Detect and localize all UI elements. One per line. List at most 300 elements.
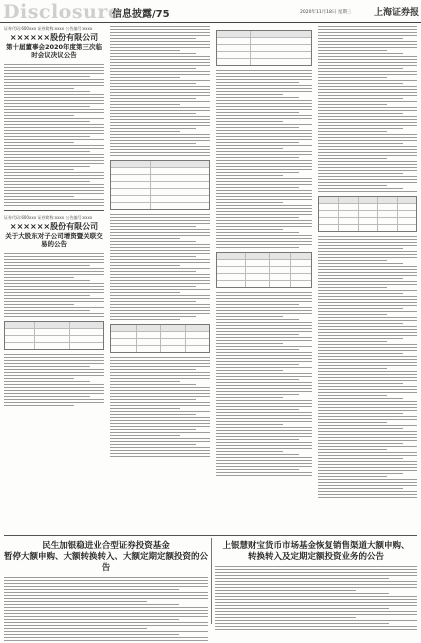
- text-line: [318, 35, 417, 36]
- text-line: [216, 139, 312, 140]
- text-line: [318, 56, 417, 57]
- text-line: [318, 380, 417, 381]
- text-line: [216, 406, 312, 407]
- text-line: [216, 292, 312, 293]
- text-line: [318, 317, 417, 318]
- text-line: [318, 482, 417, 483]
- body-text-block: [216, 70, 312, 248]
- text-line: [110, 265, 180, 266]
- column-3: [216, 26, 312, 478]
- text-line: [318, 398, 403, 399]
- data-table: [318, 196, 417, 232]
- text-line: [318, 455, 417, 456]
- text-line: [216, 385, 312, 386]
- body-text-block: [215, 566, 417, 630]
- text-line: [216, 190, 312, 191]
- text-line: [110, 149, 210, 150]
- text-line: [216, 157, 299, 158]
- text-line: [216, 475, 312, 476]
- text-line: [110, 387, 210, 388]
- text-line: [4, 598, 208, 599]
- text-line: [4, 277, 74, 278]
- text-line: [4, 142, 74, 143]
- text-line: [216, 304, 299, 305]
- text-line: [4, 190, 104, 191]
- text-line: [4, 577, 208, 578]
- text-line: [215, 587, 417, 588]
- text-line: [318, 125, 417, 126]
- stock-code-line: 证券代码:600xxx 证券简称:xxxx 公告编号:xxxx: [4, 26, 93, 31]
- text-line: [318, 473, 403, 474]
- text-line: [216, 310, 312, 311]
- body-text-block: [216, 292, 312, 476]
- text-line: [4, 592, 208, 593]
- text-line: [216, 364, 299, 365]
- text-line: [110, 134, 210, 135]
- text-line: [318, 338, 403, 339]
- text-line: [318, 251, 417, 252]
- text-line: [4, 148, 104, 149]
- text-line: [318, 95, 417, 96]
- text-line: [110, 226, 196, 227]
- text-line: [215, 605, 417, 606]
- text-line: [216, 94, 283, 95]
- text-line: [318, 293, 403, 294]
- text-line: [110, 83, 196, 84]
- text-line: [216, 301, 312, 302]
- text-line: [215, 566, 417, 567]
- text-line: [4, 402, 104, 403]
- text-line: [318, 92, 417, 93]
- text-line: [110, 125, 210, 126]
- text-line: [216, 436, 312, 437]
- text-line: [318, 395, 387, 396]
- text-line: [216, 379, 299, 380]
- text-line: [216, 247, 299, 248]
- text-line: [216, 409, 299, 410]
- text-line: [215, 620, 417, 621]
- text-line: [4, 604, 179, 605]
- text-line: [318, 413, 403, 414]
- announcement-title: 暂停大额申购、大额转换转入、大额定期定额投资的公告: [4, 552, 209, 573]
- body-text-block: [4, 577, 208, 641]
- text-line: [318, 479, 417, 480]
- text-line: [318, 392, 417, 393]
- text-line: [110, 104, 180, 105]
- text-line: [216, 184, 312, 185]
- text-line: [216, 130, 312, 131]
- text-line: [4, 295, 90, 296]
- text-line: [110, 29, 210, 30]
- text-line: [110, 399, 196, 400]
- text-line: [4, 253, 104, 254]
- text-line: [318, 359, 417, 360]
- text-line: [216, 403, 312, 404]
- bottom-section-rule: [4, 535, 417, 536]
- text-line: [4, 316, 104, 317]
- text-line: [215, 575, 417, 576]
- text-line: [318, 122, 417, 123]
- text-line: [216, 244, 312, 245]
- text-line: [318, 167, 417, 168]
- text-line: [318, 368, 387, 369]
- text-line: [216, 388, 312, 389]
- text-line: [216, 124, 312, 125]
- text-line: [216, 229, 283, 230]
- text-line: [110, 456, 210, 457]
- text-line: [216, 199, 312, 200]
- text-line: [318, 176, 417, 177]
- text-line: [4, 268, 104, 269]
- text-line: [318, 416, 417, 417]
- data-table: [110, 324, 210, 353]
- text-line: [216, 103, 312, 104]
- text-line: [318, 428, 403, 429]
- text-line: [318, 137, 417, 138]
- text-line: [318, 467, 417, 468]
- text-line: [318, 38, 403, 39]
- text-line: [318, 254, 417, 255]
- text-line: [215, 590, 356, 591]
- text-line: [4, 97, 104, 98]
- text-line: [216, 328, 312, 329]
- text-line: [318, 329, 417, 330]
- text-line: [318, 374, 417, 375]
- text-line: [216, 181, 312, 182]
- text-line: [216, 331, 312, 332]
- text-line: [4, 181, 90, 182]
- text-line: [216, 220, 312, 221]
- text-line: [110, 259, 210, 260]
- text-line: [216, 178, 312, 179]
- text-line: [216, 346, 312, 347]
- text-line: [4, 127, 104, 128]
- text-line: [318, 425, 417, 426]
- text-line: [215, 629, 417, 630]
- text-line: [216, 91, 312, 92]
- text-line: [4, 259, 104, 260]
- text-line: [216, 226, 312, 227]
- text-line: [216, 430, 312, 431]
- text-line: [110, 119, 210, 120]
- body-text-block: [318, 236, 417, 498]
- text-line: [110, 453, 210, 454]
- text-line: [4, 363, 104, 364]
- text-line: [216, 424, 283, 425]
- text-line: [216, 100, 312, 101]
- text-line: [318, 182, 417, 183]
- text-line: [318, 143, 403, 144]
- text-line: [110, 313, 210, 314]
- text-line: [4, 357, 104, 358]
- text-line: [110, 26, 210, 27]
- text-line: [4, 73, 104, 74]
- text-line: [110, 441, 210, 442]
- text-line: [318, 113, 403, 114]
- text-line: [110, 235, 210, 236]
- text-line: [216, 85, 312, 86]
- text-line: [318, 71, 417, 72]
- text-line: [216, 160, 312, 161]
- text-line: [4, 115, 74, 116]
- text-line: [4, 289, 104, 290]
- text-line: [4, 280, 90, 281]
- text-line: [4, 292, 104, 293]
- body-text-block: [318, 26, 417, 192]
- text-line: [110, 372, 210, 373]
- text-line: [216, 397, 283, 398]
- text-line: [110, 286, 196, 287]
- text-line: [318, 245, 417, 246]
- text-line: [318, 41, 417, 42]
- text-line: [110, 435, 180, 436]
- text-line: [318, 116, 417, 117]
- text-line: [318, 494, 417, 495]
- text-line: [216, 70, 312, 71]
- text-line: [216, 202, 283, 203]
- text-line: [318, 32, 417, 33]
- text-line: [110, 384, 196, 385]
- text-line: [216, 457, 312, 458]
- text-line: [216, 313, 312, 314]
- section-label: 信息披露/75: [112, 9, 170, 20]
- text-line: [4, 112, 104, 113]
- text-line: [216, 367, 312, 368]
- text-line: [216, 337, 312, 338]
- text-line: [110, 80, 210, 81]
- text-line: [216, 472, 312, 473]
- text-line: [110, 375, 210, 376]
- text-line: [4, 619, 179, 620]
- text-line: [4, 199, 104, 200]
- text-line: [4, 274, 104, 275]
- text-line: [318, 419, 417, 420]
- text-line: [318, 290, 417, 291]
- body-text-block: [4, 354, 104, 406]
- text-line: [216, 235, 312, 236]
- text-line: [216, 433, 312, 434]
- text-line: [110, 68, 196, 69]
- text-line: [216, 175, 283, 176]
- text-line: [110, 47, 210, 48]
- fund-name: 上银慧财宝货币市场基金恢复销售渠道大额申购、: [222, 541, 410, 551]
- text-line: [318, 497, 417, 498]
- text-line: [216, 97, 299, 98]
- text-line: [110, 274, 210, 275]
- text-line: [110, 298, 210, 299]
- text-line: [110, 92, 210, 93]
- text-line: [110, 44, 210, 45]
- text-line: [318, 47, 417, 48]
- text-line: [318, 179, 417, 180]
- text-line: [4, 625, 208, 626]
- text-line: [4, 172, 104, 173]
- text-line: [318, 344, 417, 345]
- text-line: [318, 152, 417, 153]
- announcement-title: 第十届董事会2020年度第三次临时会议决议公告: [5, 43, 103, 59]
- text-line: [215, 602, 417, 603]
- text-line: [216, 361, 312, 362]
- text-line: [318, 332, 417, 333]
- text-line: [4, 262, 104, 263]
- text-line: [318, 104, 387, 105]
- text-line: [110, 131, 180, 132]
- text-line: [318, 260, 387, 261]
- column-1: [4, 26, 104, 408]
- text-line: [4, 405, 74, 406]
- text-line: [110, 250, 210, 251]
- text-line: [4, 589, 179, 590]
- text-line: [216, 121, 283, 122]
- text-line: [318, 383, 403, 384]
- text-line: [318, 161, 417, 162]
- text-line: [216, 466, 312, 467]
- text-line: [318, 389, 417, 390]
- text-line: [4, 169, 74, 170]
- text-line: [110, 140, 210, 141]
- company-name: ××××××股份有限公司: [9, 222, 99, 231]
- text-line: [110, 95, 210, 96]
- text-line: [215, 581, 417, 582]
- text-line: [110, 59, 210, 60]
- text-line: [4, 76, 90, 77]
- text-line: [110, 146, 210, 147]
- data-table: [4, 321, 104, 350]
- text-line: [110, 50, 180, 51]
- text-line: [216, 448, 312, 449]
- text-line: [110, 360, 210, 361]
- text-line: [110, 98, 196, 99]
- text-line: [318, 269, 417, 270]
- text-line: [4, 91, 90, 92]
- text-line: [215, 584, 417, 585]
- text-line: [216, 73, 312, 74]
- text-line: [4, 634, 179, 635]
- text-line: [110, 378, 210, 379]
- text-line: [110, 292, 180, 293]
- text-line: [216, 418, 312, 419]
- text-line: [318, 236, 417, 237]
- bottom-right-announcement: [215, 541, 417, 632]
- text-line: [318, 185, 387, 186]
- fund-name: 民生加银稳进业合型证券投资基金: [42, 541, 170, 551]
- text-line: [4, 136, 90, 137]
- text-line: [318, 248, 403, 249]
- text-line: [4, 100, 104, 101]
- text-line: [4, 366, 90, 367]
- text-line: [318, 287, 387, 288]
- text-line: [216, 376, 312, 377]
- text-line: [216, 373, 312, 374]
- text-line: [110, 71, 210, 72]
- text-line: [4, 205, 104, 206]
- text-line: [110, 304, 210, 305]
- text-line: [110, 447, 210, 448]
- text-line: [4, 360, 104, 361]
- text-line: [110, 86, 210, 87]
- text-line: [110, 220, 210, 221]
- text-line: [216, 421, 312, 422]
- text-line: [318, 449, 387, 450]
- text-line: [318, 470, 417, 471]
- text-line: [110, 310, 210, 311]
- text-line: [318, 53, 403, 54]
- text-line: [4, 387, 104, 388]
- text-line: [110, 402, 210, 403]
- text-line: [216, 415, 312, 416]
- text-line: [216, 106, 312, 107]
- text-line: [4, 85, 104, 86]
- text-line: [110, 369, 196, 370]
- text-line: [318, 98, 403, 99]
- text-line: [110, 38, 196, 39]
- text-line: [318, 422, 387, 423]
- text-line: [216, 109, 312, 110]
- text-line: [318, 107, 417, 108]
- text-line: [318, 257, 417, 258]
- text-line: [4, 384, 104, 385]
- text-line: [110, 366, 210, 367]
- text-line: [4, 175, 104, 176]
- text-line: [318, 65, 417, 66]
- text-line: [216, 118, 312, 119]
- text-line: [318, 356, 417, 357]
- text-line: [110, 262, 210, 263]
- text-line: [110, 414, 196, 415]
- text-line: [4, 82, 104, 83]
- text-line: [4, 607, 208, 608]
- text-line: [215, 614, 417, 615]
- company-name: ××××××股份有限公司: [9, 33, 99, 42]
- text-line: [215, 578, 389, 579]
- text-line: [4, 399, 104, 400]
- text-line: [216, 76, 312, 77]
- text-line: [318, 353, 403, 354]
- text-line: [110, 429, 196, 430]
- text-line: [318, 263, 403, 264]
- text-line: [4, 109, 104, 110]
- text-line: [110, 253, 210, 254]
- text-line: [318, 404, 417, 405]
- text-line: [216, 127, 299, 128]
- text-line: [4, 616, 208, 617]
- text-line: [4, 130, 104, 131]
- text-line: [4, 583, 208, 584]
- text-line: [318, 302, 417, 303]
- text-line: [4, 381, 90, 382]
- text-line: [4, 157, 104, 158]
- text-line: [4, 187, 104, 188]
- text-line: [4, 586, 208, 587]
- text-line: [318, 410, 417, 411]
- text-line: [4, 610, 208, 611]
- text-line: [4, 79, 104, 80]
- text-line: [216, 142, 299, 143]
- text-line: [216, 88, 312, 89]
- text-line: [4, 301, 104, 302]
- text-line: [110, 363, 210, 364]
- text-line: [110, 101, 210, 102]
- text-line: [4, 196, 74, 197]
- text-line: [110, 393, 210, 394]
- text-line: [110, 143, 196, 144]
- text-line: [318, 335, 417, 336]
- text-line: [318, 305, 417, 306]
- text-line: [110, 223, 210, 224]
- text-line: [216, 454, 299, 455]
- text-line: [4, 64, 104, 65]
- text-line: [216, 469, 299, 470]
